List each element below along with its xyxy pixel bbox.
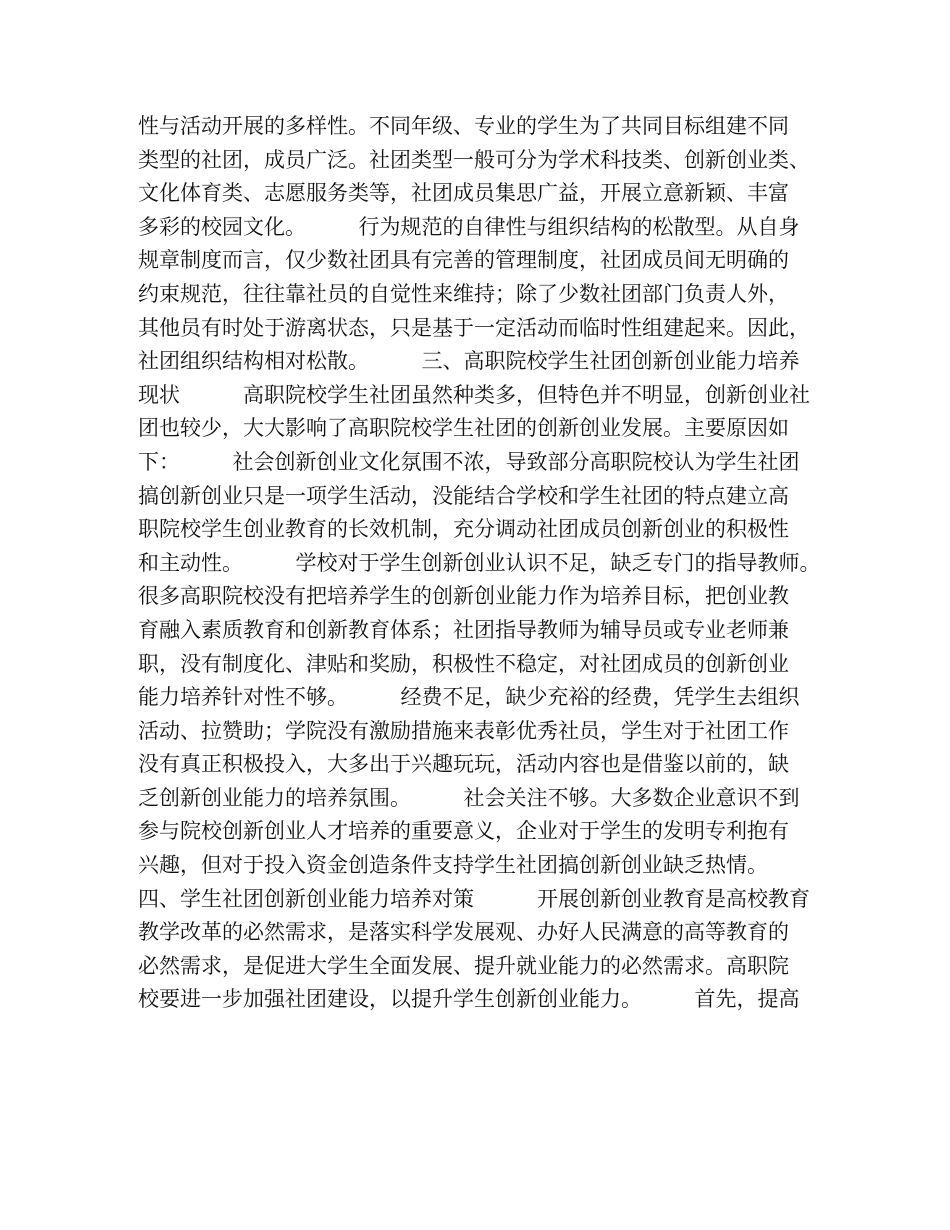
- text-line: 类型的社团，成员广泛。社团类型一般可分为学术科技类、创新创业类、: [138, 147, 810, 172]
- text-line: 团也较少，大大影响了高职院校学生社团的创新创业发展。主要原因如: [138, 416, 789, 441]
- text-line: 必然需求，是促进大学生全面发展、提升就业能力的必然需求。高职院: [138, 953, 789, 978]
- text-line: 现状 高职院校学生社团虽然种类多，但特色并不明显，创新创业社: [138, 382, 810, 407]
- text-line: 参与院校创新创业人才培养的重要意义，企业对于学生的发明专利抱有: [138, 819, 789, 844]
- text-line: 职院校学生创业教育的长效机制，充分调动社团成员创新创业的积极性: [138, 517, 789, 542]
- text-line: 没有真正积极投入，大多出于兴趣玩玩，活动内容也是借鉴以前的，缺: [138, 752, 789, 777]
- text-line: 兴趣，但对于投入资金创造条件支持学生社团搞创新创业缺乏热情。: [138, 853, 768, 878]
- text-line: 育融入素质教育和创新教育体系；社团指导教师为辅导员或专业老师兼: [138, 617, 789, 642]
- text-line: 约束规范，往往靠社员的自觉性来维持；除了少数社团部门负责人外，: [138, 281, 789, 306]
- text-line: 能力培养针对性不够。 经费不足，缺少充裕的经费，凭学生去组织: [138, 685, 800, 710]
- text-line: 职，没有制度化、津贴和奖励，积极性不稳定，对社团成员的创新创业: [138, 651, 789, 676]
- text-line: 搞创新创业只是一项学生活动，没能结合学校和学生社团的特点建立高: [138, 483, 789, 508]
- text-line: 文化体育类、志愿服务类等，社团成员集思广益，开展立意新颖、丰富: [138, 181, 789, 206]
- text-line: 很多高职院校没有把培养学生的创新创业能力作为培养目标，把创业教: [138, 584, 789, 609]
- body-text: [138, 110, 828, 1017]
- text-line: 校要进一步加强社团建设，以提升学生创新创业能力。 首先，提高: [138, 987, 800, 1012]
- text-line: 教学改革的必然需求，是落实科学发展观、办好人民满意的高等教育的: [138, 920, 789, 945]
- text-line: 规章制度而言，仅少数社团具有完善的管理制度，社团成员间无明确的: [138, 248, 789, 273]
- text-line: 多彩的校园文化。 行为规范的自律性与组织结构的松散型。从自身: [138, 214, 800, 239]
- text-line: 活动、拉赞助；学院没有激励措施来表彰优秀社员，学生对于社团工作: [138, 718, 789, 743]
- text-line: 下： 社会创新创业文化氛围不浓，导致部分高职院校认为学生社团: [138, 449, 800, 474]
- text-line: 其他员有时处于游离状态，只是基于一定活动而临时性组建起来。因此，: [138, 315, 810, 340]
- text-line: 乏创新创业能力的培养氛围。 社会关注不够。大多数企业意识不到: [138, 785, 800, 810]
- text-line: 和主动性。 学校对于学生创新创业认识不足，缺乏专门的指导教师。: [138, 550, 821, 575]
- text-line: 性与活动开展的多样性。不同年级、专业的学生为了共同目标组建不同: [138, 114, 789, 138]
- text-line: 四、学生社团创新创业能力培养对策 开展创新创业教育是高校教育: [138, 886, 810, 911]
- text-line: 社团组织结构相对松散。 三、高职院校学生社团创新创业能力培养: [138, 349, 800, 374]
